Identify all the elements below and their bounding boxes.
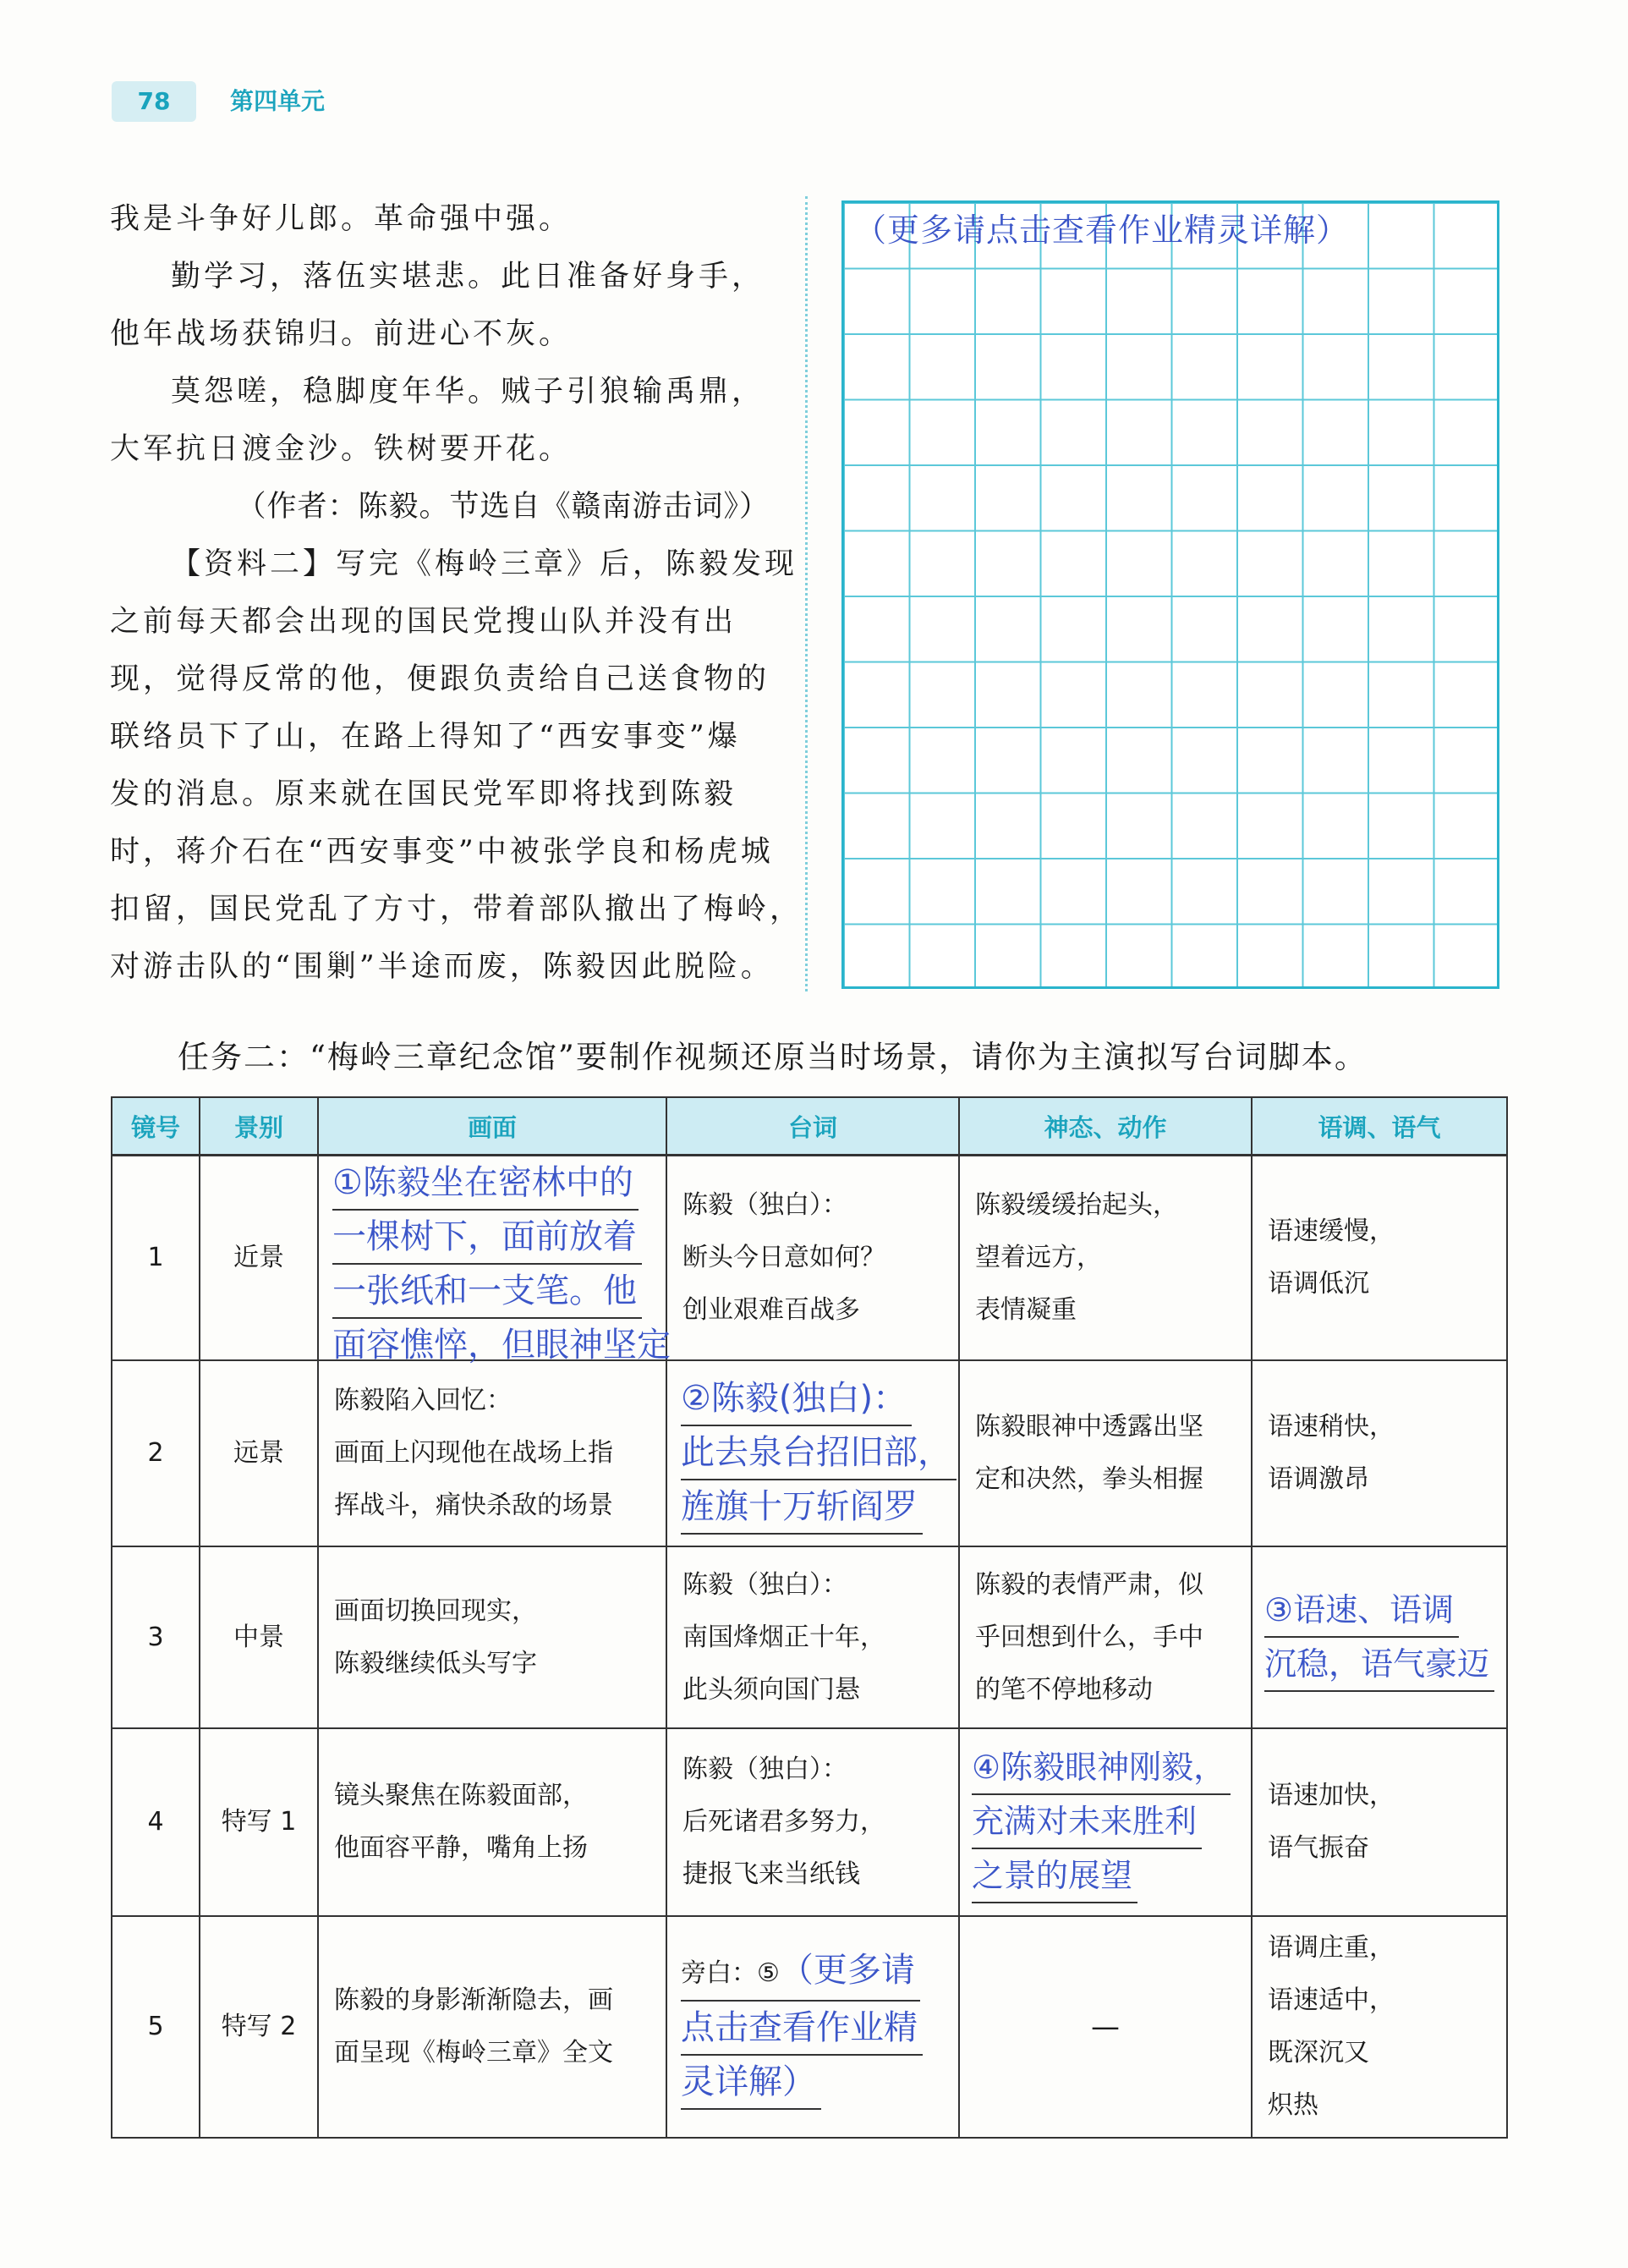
shot-number: 2: [112, 1360, 200, 1546]
table-row: [112, 1546, 1507, 1728]
tone-cell: [1252, 1546, 1507, 1728]
shot-type: 近景: [200, 1156, 318, 1361]
poem-line: 他年战场获锦归。前进心不灰。: [110, 317, 573, 351]
task-two-prompt: 任务二：“梅岭三章纪念馆”要制作视频还原当时场景，请你为主演拟写台词脚本。: [178, 1039, 1368, 1075]
header-shot-number: 镜号: [112, 1097, 200, 1156]
lines-cell: [666, 1360, 959, 1546]
scene-cell: [318, 1156, 671, 1365]
page-number: 78: [112, 81, 196, 122]
scene-cell: 画面切换回现实， 陈毅继续低头写字: [318, 1546, 666, 1728]
attribution: （作者：陈毅。节选自《赣南游击词》）: [236, 490, 770, 524]
material-line: 发的消息。原来就在国民党军即将找到陈毅: [110, 777, 737, 811]
poem-line: 勤学习，落伍实堪悲。此日准备好身手，: [171, 260, 765, 294]
grid-answer-text: （更多请点击查看作业精灵详解）: [854, 211, 1350, 249]
shot-number: 5: [112, 1916, 200, 2138]
header-tone: 语调、语气: [1252, 1097, 1507, 1156]
table-row: [112, 1156, 1507, 1361]
lines-cell: 陈毅（独白）： 南国烽烟正十年， 此头须向国门悬: [666, 1546, 959, 1728]
material-line: 联络员下了山，在路上得知了“西安事变”爆: [110, 720, 741, 754]
expression-cell: [959, 1728, 1252, 1916]
scene-cell: 陈毅的身影渐渐隐去，画 面呈现《梅岭三章》全文: [318, 1916, 666, 2138]
shot-number: 1: [112, 1156, 200, 1361]
table-row: [112, 1360, 1507, 1546]
scene-cell: 镜头聚焦在陈毅面部， 他面容平静，嘴角上扬: [318, 1728, 666, 1916]
writing-grid: [841, 200, 1499, 989]
handwritten-answer: ④陈毅眼神刚毅， 充满对未来胜利 之景的展望: [960, 1741, 1251, 1903]
shot-type: 特写 2: [200, 1916, 318, 2138]
material-line: 现，觉得反常的他，便跟负责给自己送食物的: [110, 662, 770, 696]
expression-cell: 陈毅的表情严肃，似 乎回想到什么，手中 的笔不停地移动: [959, 1546, 1252, 1728]
scene-cell: 陈毅陷入回忆： 画面上闪现他在战场上指 挥战斗，痛快杀敌的场景: [318, 1360, 666, 1546]
shot-number: 4: [112, 1728, 200, 1916]
unit-title: 第四单元: [230, 87, 326, 115]
tone-cell: 语速缓慢， 语调低沉: [1252, 1156, 1507, 1361]
tone-cell: 语速加快， 语气振奋: [1252, 1728, 1507, 1916]
poem-line: 我是斗争好儿郎。革命强中强。: [110, 202, 573, 236]
tone-cell: 语速稍快， 语调激昂: [1252, 1360, 1507, 1546]
material-line: 对游击队的“围剿”半途而废，陈毅因此脱险。: [110, 950, 774, 984]
shot-type: 远景: [200, 1360, 318, 1546]
blank-dash: —: [1091, 2010, 1120, 2044]
left-text-column: [110, 190, 803, 996]
table-header-row: [112, 1097, 1507, 1156]
shot-number: 3: [112, 1546, 200, 1728]
expression-cell: 陈毅眼神中透露出坚 定和决然，拳头相握: [959, 1360, 1252, 1546]
header-shot-type: 景别: [200, 1097, 318, 1156]
material-line: 【资料二】写完《梅岭三章》后，陈毅发现: [171, 547, 798, 581]
table-row: [112, 1916, 1507, 2138]
header-expression: 神态、动作: [959, 1097, 1252, 1156]
column-divider: [805, 196, 808, 991]
shot-type: 特写 1: [200, 1728, 318, 1916]
handwritten-answer: 旁白：⑤（更多请 点击查看作业精 灵详解）: [681, 1944, 958, 2110]
expression-cell: 陈毅缓缓抬起头， 望着远方， 表情凝重: [959, 1156, 1252, 1361]
lines-cell: 陈毅（独白）： 后死诸君多努力， 捷报飞来当纸钱: [666, 1728, 959, 1916]
script-table: [111, 1096, 1508, 2139]
poem-line: 大军抗日渡金沙。铁树要开花。: [110, 432, 573, 466]
header-lines: 台词: [666, 1097, 959, 1156]
tone-cell: 语调庄重， 语速适中， 既深沉又 炽热: [1252, 1916, 1507, 2138]
lines-cell: [666, 1916, 959, 2138]
expression-cell: [959, 1916, 1252, 2138]
material-line: 之前每天都会出现的国民党搜山队并没有出: [110, 605, 737, 639]
handwritten-answer: ①陈毅坐在密林中的 一棵树下，面前放着 一张纸和一支笔。他 面容憔悴，但眼神坚定: [319, 1156, 666, 1359]
header-scene: 画面: [318, 1097, 666, 1156]
poem-line: 莫怨嗟，稳脚度年华。贼子引狼输禹鼎，: [171, 375, 765, 409]
lines-cell: 陈毅（独白）： 断头今日意如何？ 创业艰难百战多: [666, 1156, 959, 1361]
shot-type: 中景: [200, 1546, 318, 1728]
handwritten-answer: ③语速、语调 沉稳，语气豪迈: [1253, 1584, 1506, 1692]
material-line: 时，蒋介石在“西安事变”中被张学良和杨虎城: [110, 835, 774, 869]
table-row: [112, 1728, 1507, 1916]
handwritten-answer: ②陈毅(独白)： 此去泉台招旧部， 旌旗十万斩阎罗: [667, 1372, 958, 1535]
material-line: 扣留，国民党乱了方寸，带着部队撤出了梅岭，: [110, 892, 803, 926]
